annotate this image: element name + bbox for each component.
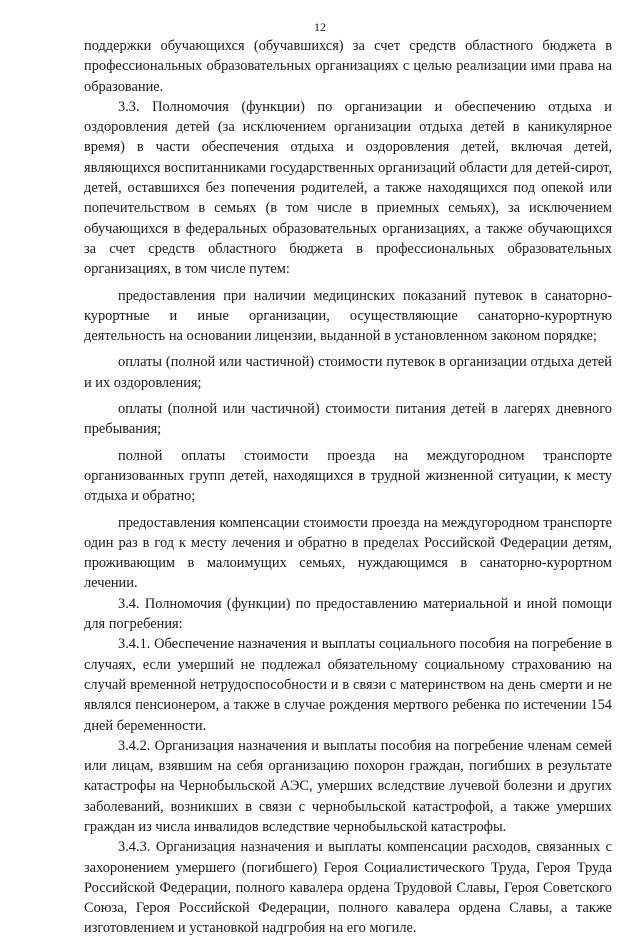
paragraph-section-3-4-3: 3.4.3. Организация назначения и выплаты компенсации расходов, связанных с захоронением умершего (погибшего) Героя Социалистического Труда, Героя Труда Российской Федерации, полного кавалера ордена Трудовой Славы, Героя Советского Союза, Героя Российской Федерации, полного кавалера ордена Славы, а также изготовлением и установкой надгробия на его могиле. <box>84 839 612 937</box>
paragraph-section-3-3: 3.3. Полномочия (функции) по организации и обеспечению отдыха и оздоровления детей (за исключением организации отдыха детей в каникулярное время) в части обеспечения отдыха и оздоровления детей, включая детей, являющихся воспитанниками государственных организаций области для детей-сирот, детей, оставшихся без попечения родителей, а также находящихся под опекой или попечительством в семьях (в том числе в приемных семьях), за исключением обучающихся в федеральных образовательных организациях, а также обучающихся за счет средств областного бюджета в профессиональных образовательных организациях, в том числе путем: <box>84 98 612 278</box>
page-number: 12 <box>314 20 326 34</box>
list-item-recreation-vouchers: оплаты (полной или частичной) стоимости путевок в организации отдыха детей и их оздоровления; <box>84 354 612 391</box>
paragraph-section-3-4: 3.4. Полномочия (функции) по предоставлению материальной и иной помощи для погребения: <box>84 595 612 633</box>
list-item-day-camp-meals: оплаты (полной или частичной) стоимости питания детей в лагерях дневного пребывания; <box>84 401 612 438</box>
paragraph-section-3-4-1: 3.4.1. Обеспечение назначения и выплаты социального пособия на погребение в случаях, если умерший не подлежал обязательному социальному страхованию на случай временной нетрудоспособности и в связи с материнством на день смерти и не являлся пенсионером, а также в случае рождения мертвого ребенка по истечении 154 дней беременности. <box>84 636 612 734</box>
paragraph-section-3-4-2: 3.4.2. Организация назначения и выплаты пособия на погребение членам семей или лицам, взявшим на себя организацию похорон граждан, погибших в результате катастрофы на Чернобыльской АЭС, умерших вследствие лучевой болезни и других заболеваний, возникших в связи с чернобыльской катастрофой, а также умерших граждан из числа инвалидов вследствие чернобыльской катастрофы. <box>84 737 612 835</box>
paragraph-continuation: поддержки обучающихся (обучавшихся) за счет средств областного бюджета в профессиональных образовательных организациях с целью реализации ими права на образование. <box>84 38 612 95</box>
list-item-travel-compensation: предоставления компенсации стоимости проезда на междугородном транспорте один раз в год к месту лечения и обратно в пределах Российской Федерации детям, проживающим в малоимущих семьях, нуждающимся в санаторно-курортном лечении. <box>84 514 612 592</box>
list-item-sanatorium-vouchers: предоставления при наличии медицинских показаний путевок в санаторно-курортные и иные организации, осуществляющие санаторно-курортную деятельность на основании лицензии, выданной в установленном законом порядке; <box>84 287 612 345</box>
list-item-group-travel: полной оплаты стоимости проезда на междугородном транспорте организованных групп детей, находящихся в трудной жизненной ситуации, к месту отдыха и обратно; <box>84 447 612 505</box>
document-body <box>84 36 612 939</box>
